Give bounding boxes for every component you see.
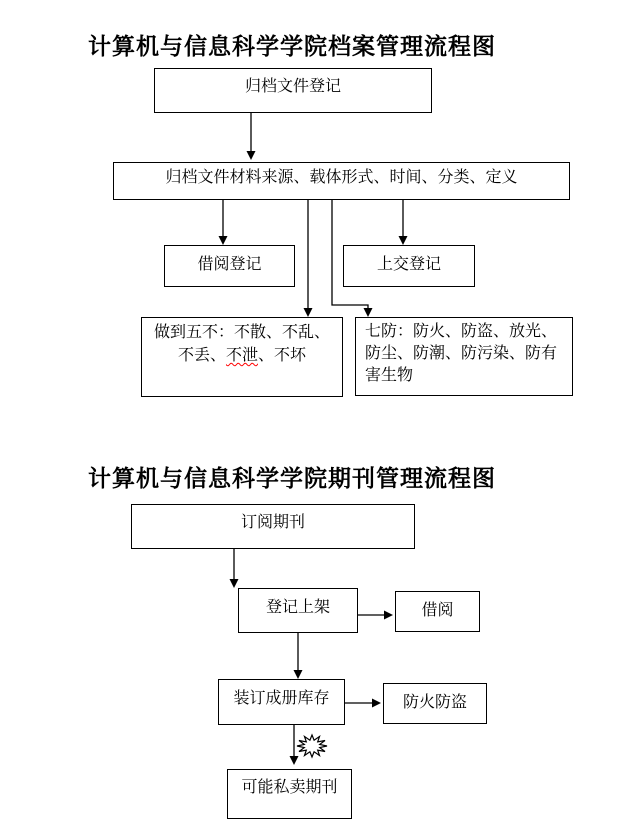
arrowhead-down-icon	[304, 308, 313, 317]
node-private-sale	[227, 769, 352, 819]
arrowhead-down-icon	[399, 236, 408, 245]
node-bind-stock	[218, 679, 345, 725]
node-label: 登记上架	[265, 599, 330, 616]
node-label-line2	[142, 344, 342, 367]
node-fire-theft	[383, 683, 487, 724]
node-borrow-register	[164, 245, 295, 287]
node-label-line1: 七防：防火、防盗、放光、	[365, 323, 558, 340]
node-archive-info	[113, 162, 570, 200]
node-label-line1: 做到五不：不散、不乱、	[153, 324, 330, 341]
node-seven-preventions	[355, 317, 573, 396]
arrowhead-down-icon	[219, 236, 228, 245]
line2-prefix: 不丢、	[177, 347, 226, 364]
node-archive-register	[154, 68, 432, 113]
arrowhead-down-icon	[247, 151, 256, 160]
line2-suffix: 、不坏	[258, 347, 307, 364]
node-subscribe	[131, 504, 415, 549]
node-label: 归档文件材料来源、载体形式、时间、分类、定义	[165, 169, 518, 186]
arrowhead-down-icon	[294, 670, 303, 679]
arrowhead-down-icon	[230, 579, 239, 588]
archive-flowchart-title: 计算机与信息科学学院档案管理流程图	[88, 34, 496, 59]
node-shelve-register	[238, 588, 358, 633]
explosion-burst-icon	[297, 735, 327, 757]
node-label: 装订成册库存	[233, 690, 330, 707]
node-label: 可能私卖期刊	[241, 779, 338, 796]
node-label: 防火防盗	[402, 694, 467, 711]
node-label-line3: 害生物	[365, 367, 414, 384]
misspelled-word: 不泄	[225, 347, 258, 364]
arrowhead-down-icon	[290, 756, 299, 765]
node-label-line2: 防尘、防潮、防污染、防有	[365, 345, 558, 362]
arrowhead-down-icon	[364, 308, 373, 317]
node-label: 归档文件登记	[244, 78, 341, 95]
arrowhead-right-icon	[384, 611, 393, 620]
node-label: 借阅登记	[197, 256, 262, 273]
node-label: 借阅	[421, 602, 454, 619]
node-label: 上交登记	[376, 256, 441, 273]
node-submit-register	[343, 245, 475, 287]
node-borrow	[395, 591, 480, 632]
journal-flowchart-title: 计算机与信息科学学院期刊管理流程图	[88, 466, 496, 491]
arrowhead-right-icon	[372, 699, 381, 708]
node-label: 订阅期刊	[240, 514, 305, 531]
node-five-nos	[141, 317, 343, 397]
